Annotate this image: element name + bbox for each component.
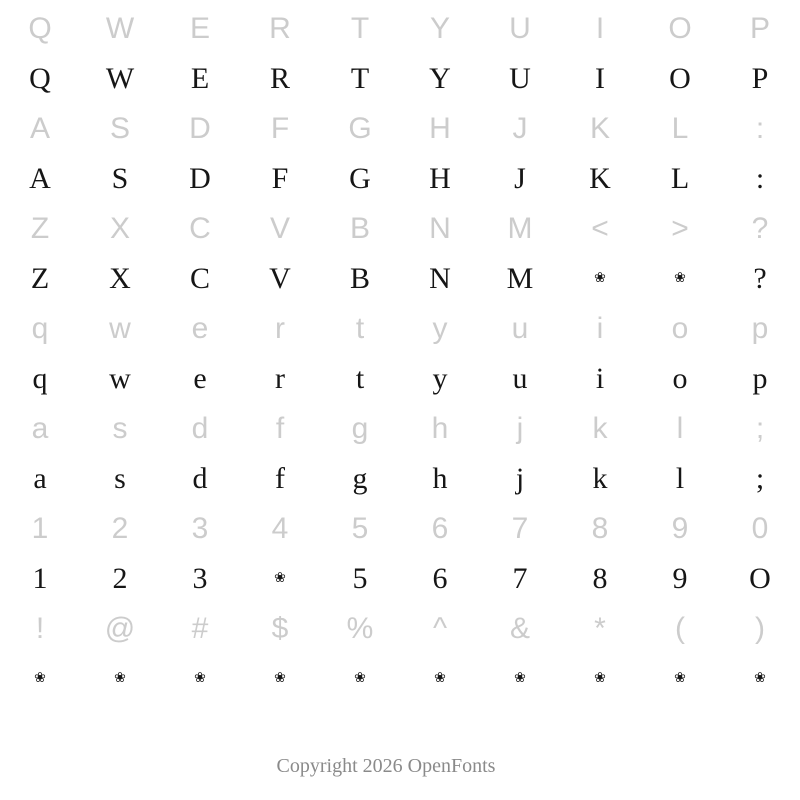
glyph-cell: f [275,412,285,445]
glyph-cell: C [189,212,211,245]
glyph-cell: ^ [432,612,448,645]
glyph-cell: h [431,412,449,445]
glyph-cell: Y [429,62,451,95]
glyph-row [0,154,800,204]
glyph-cell: R [269,12,291,45]
glyph-row [0,354,800,404]
notdef-glyph-icon: ❀ [594,271,606,286]
glyph-cell: a [33,462,47,495]
glyph-row [0,504,800,554]
glyph-cell: p [751,312,769,345]
glyph-cell: q [31,312,49,345]
glyph-cell: a [31,412,49,445]
glyph-cell: ; [755,412,765,445]
glyph-cell: 5 [351,512,369,545]
glyph-cell: J [514,162,526,195]
notdef-glyph-icon: ❀ [274,671,286,686]
glyph-cell: Q [28,12,52,45]
glyph-row [0,104,800,154]
glyph-cell: D [189,112,211,145]
glyph-row [0,4,800,54]
glyph-cell: C [189,262,210,295]
glyph-cell: Z [30,212,50,245]
glyph-cell: r [275,312,285,345]
glyph-cell: N [429,212,451,245]
glyph-cell: D [189,162,211,195]
glyph-cell: g [351,412,369,445]
glyph-cell: W [105,62,135,95]
glyph-cell: * [594,612,606,645]
glyph-cell: j [516,412,524,445]
glyph-cell: A [29,112,50,145]
glyph-cell: O [749,562,771,595]
glyph-cell: 1 [32,562,48,595]
glyph-cell: Y [429,12,450,45]
glyph-cell: 3 [192,562,208,595]
glyph-cell: d [191,412,209,445]
glyph-row [0,304,800,354]
glyph-cell: G [349,162,371,195]
glyph-cell: 1 [31,512,49,545]
glyph-cell: J [512,112,528,145]
footer [0,755,800,778]
glyph-cell: < [591,212,609,245]
glyph-row [0,454,800,504]
copyright-text: Copyright 2026 OpenFonts [276,755,496,777]
glyph-cell: ( [675,612,685,645]
glyph-cell: w [109,312,131,345]
glyph-cell: @ [104,612,136,645]
glyph-cell: ) [755,612,765,645]
glyph-cell: d [192,462,208,495]
glyph-cell: K [589,162,611,195]
notdef-glyph-icon: ❀ [514,671,526,686]
glyph-cell: h [432,462,448,495]
glyph-cell: 6 [432,562,448,595]
glyph-cell: k [592,412,608,445]
glyph-cell: N [429,262,451,295]
glyph-cell: Q [29,62,51,95]
glyph-cell: B [349,262,370,295]
notdef-glyph-icon: ❀ [754,671,766,686]
glyph-cell: B [349,212,370,245]
glyph-cell: T [350,12,370,45]
glyph-cell: s [112,412,128,445]
glyph-cell: % [346,612,374,645]
glyph-row [0,254,800,304]
glyph-cell: K [589,112,610,145]
glyph-cell: 4 [271,512,289,545]
glyph-cell: M [506,262,534,295]
notdef-glyph-icon: ❀ [674,271,686,286]
glyph-cell: P [749,12,770,45]
glyph-cell: i [595,362,605,395]
glyph-cell: I [595,12,605,45]
glyph-cell: 2 [112,562,128,595]
glyph-cell: F [270,112,290,145]
glyph-cell: > [671,212,689,245]
glyph-cell: g [352,462,368,495]
glyph-cell: : [755,112,765,145]
glyph-cell: o [671,312,689,345]
glyph-cell: ? [751,212,769,245]
glyph-cell: ! [35,612,45,645]
glyph-cell: 8 [592,562,608,595]
glyph-cell: ? [753,262,767,295]
glyph-row [0,554,800,604]
glyph-cell: & [509,612,530,645]
glyph-cell: l [675,462,685,495]
glyph-cell: $ [271,612,289,645]
glyph-row [0,54,800,104]
glyph-cell: 9 [671,512,689,545]
glyph-cell: e [191,312,209,345]
glyph-cell: U [509,62,531,95]
glyph-cell: i [596,312,604,345]
glyph-cell: F [271,162,289,195]
glyph-cell: G [348,112,372,145]
glyph-cell: 3 [191,512,209,545]
glyph-cell: 5 [352,562,368,595]
glyph-cell: H [429,162,451,195]
glyph-cell: X [109,212,130,245]
notdef-glyph-icon: ❀ [594,671,606,686]
glyph-cell: L [671,112,689,145]
glyph-cell: e [193,362,207,395]
glyph-cell: s [114,462,126,495]
glyph-cell: ; [755,462,765,495]
notdef-glyph-icon: ❀ [434,671,446,686]
notdef-glyph-icon: ❀ [34,671,46,686]
glyph-cell: q [32,362,48,395]
glyph-cell: t [355,312,365,345]
glyph-cell: 7 [512,562,528,595]
glyph-cell: 0 [751,512,769,545]
glyph-cell: 8 [591,512,609,545]
glyph-cell: O [668,12,692,45]
glyph-row [0,604,800,654]
glyph-cell: Z [30,262,50,295]
glyph-row [0,404,800,454]
glyph-cell: S [111,162,129,195]
glyph-cell: V [269,262,291,295]
glyph-cell: L [670,162,690,195]
notdef-glyph-icon: ❀ [274,571,286,586]
glyph-cell: 2 [111,512,129,545]
glyph-cell: R [269,62,290,95]
glyph-cell: T [350,62,370,95]
glyph-cell: 9 [672,562,688,595]
glyph-cell: t [355,362,365,395]
glyph-cell: A [29,162,51,195]
notdef-glyph-icon: ❀ [674,671,686,686]
glyph-cell: y [432,312,448,345]
glyph-cell: j [515,462,525,495]
glyph-cell: p [752,362,768,395]
glyph-cell: o [672,362,688,395]
glyph-cell: U [509,12,531,45]
notdef-glyph-icon: ❀ [114,671,126,686]
glyph-cell: r [275,362,285,395]
glyph-cell: E [190,62,210,95]
glyph-cell: S [109,112,130,145]
glyph-row [0,654,800,704]
glyph-cell: O [669,62,691,95]
glyph-cell: l [676,412,684,445]
glyph-cell: P [751,62,769,95]
glyph-cell: k [592,462,608,495]
glyph-cell: M [507,212,533,245]
glyph-cell: w [109,362,131,395]
glyph-cell: H [429,112,451,145]
glyph-cell: W [105,12,135,45]
glyph-cell: u [512,362,528,395]
glyph-row [0,204,800,254]
glyph-cell: E [189,12,210,45]
notdef-glyph-icon: ❀ [194,671,206,686]
glyph-cell: I [595,62,605,95]
glyph-cell: f [275,462,285,495]
glyph-cell: X [109,262,131,295]
glyph-cell: : [755,162,765,195]
glyph-cell: 6 [431,512,449,545]
glyph-cell: y [432,362,448,395]
glyph-cell: V [269,212,290,245]
notdef-glyph-icon: ❀ [354,671,366,686]
glyph-cell: 7 [511,512,529,545]
glyph-cell: # [191,612,209,645]
glyph-cell: u [511,312,529,345]
